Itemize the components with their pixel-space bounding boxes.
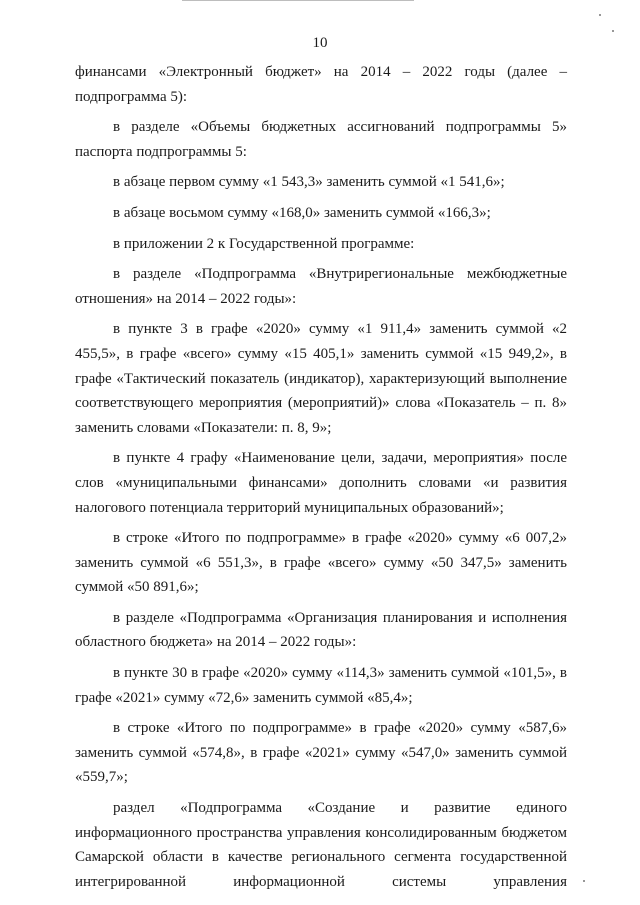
paragraph: в приложении 2 к Государственной программе:	[113, 235, 415, 252]
paragraph: в разделе «Объемы бюджетных ассигнований подпрограммы 5» паспорта подпрограммы 5:	[75, 119, 567, 160]
paragraph: в пункте 4 графу «Наименование цели, задачи, мероприятия» после слов «муниципальными финансами» дополнить словами «и развития налогового потенциала территорий муниципальных образований»;	[75, 450, 567, 516]
paragraph: в разделе «Подпрограмма «Внутрирегиональные межбюджетные отношения» на 2014 – 2022 годы»:	[75, 266, 567, 307]
paragraph: в абзаце первом сумму «1 543,3» заменить суммой «1 541,6»;	[113, 174, 505, 191]
paragraph: в пункте 3 в графе «2020» сумму «1 911,4» заменить суммой «2 455,5», в графе «всего» сумму «15 405,1» заменить суммой «15 949,2», в графе «Тактический показатель (индикатор), характеризующий выполнение соответствующего мероприятия (мероприятий)» слова «Показатель – п. 8» заменить словами «Показатели: п. 8, 9»;	[75, 321, 567, 436]
scan-speck	[583, 880, 585, 882]
paragraph: в пункте 30 в графе «2020» сумму «114,3» заменить суммой «101,5», в графе «2021» сумму «72,6» заменить суммой «85,4»;	[75, 665, 567, 706]
paragraph: в строке «Итого по подпрограмме» в графе «2020» сумму «587,6» заменить суммой «574,8», в графе «2021» сумму «547,0» заменить суммой «559,7»;	[75, 720, 567, 786]
paragraph: раздел «Подпрограмма «Создание и развитие единого информационного пространства управления консолидированным бюджетом Самарской области в качестве регионального сегмента государственной интегрированной информационной системы управления	[75, 800, 567, 890]
paragraph: в строке «Итого по подпрограмме» в графе «2020» сумму «6 007,2» заменить суммой «6 551,3», в графе «всего» сумму «50 347,5» заменить суммой «50 891,6»;	[75, 530, 567, 596]
scan-speck	[612, 30, 614, 32]
paragraph: в абзаце восьмом сумму «168,0» заменить суммой «166,3»;	[113, 204, 491, 221]
paragraph: финансами «Электронный бюджет» на 2014 – 2022 годы (далее – подпрограмма 5):	[75, 64, 567, 105]
scan-speck	[599, 14, 601, 16]
paragraph: в разделе «Подпрограмма «Организация планирования и исполнения областного бюджета» на 2014 – 2022 годы»:	[75, 609, 567, 651]
document-body	[75, 60, 567, 894]
page-number: 10	[312, 35, 328, 51]
top-edge-line	[182, 0, 414, 1]
